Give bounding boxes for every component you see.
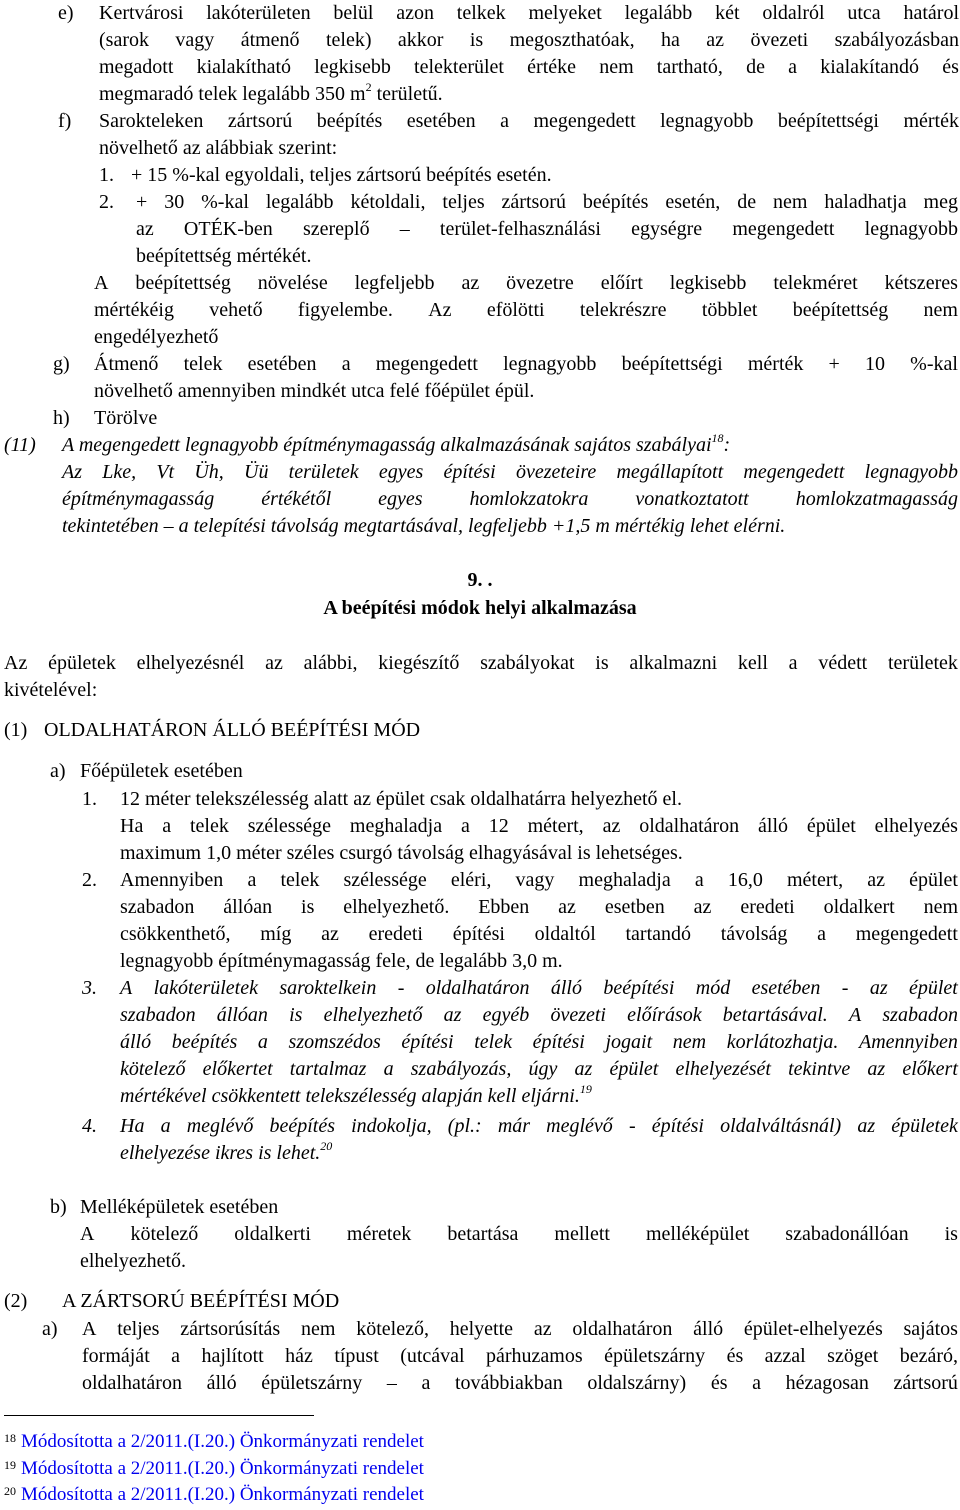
item-e-line-2: (sarok vagy átmenő telek) akkor is megoszthatóak, ha az övezeti szabályozásban — [99, 29, 959, 51]
item-g-line-1: Átmenő telek esetében a megengedett legnagyobb beépítettségi mérték + 10 %-kal — [94, 353, 958, 375]
subsection-2-title: A ZÁRTSORÚ BEÉPÍTÉSI MÓD — [62, 1290, 340, 1312]
item-f-line-1: Sarokteleken zártsorú beépítés esetében a megengedett legnagyobb beépítettségi mérték — [99, 110, 959, 132]
paragraph-11-heading: A megengedett legnagyobb építménymagasság alkalmazásának sajátos szabályai$^{18}$: — [62, 431, 731, 456]
s1-item-2-line-3: csökkenthető, míg az eredeti építési oldaltól tartandó távolság a megengedett — [120, 923, 958, 945]
item-e-line-4: megmaradó telek legalább 350 $m^2$ területű. — [99, 80, 443, 105]
subsection-2-a-line-1: A teljes zártsorúsítás nem kötelező, helyette az oldalhatáron álló épület-elhelyezés sajátos — [82, 1318, 958, 1340]
s1-item-3-line-1: A lakóterületek saroktelkein - oldalhatáron álló beépítési mód esetében - az épület — [120, 977, 958, 999]
subsection-2-a-line-2: formáját a hajlított ház típust (utcával párhuzamos épületszárny és azzal szöget bezáró, — [82, 1345, 958, 1367]
s1-item-1-cont-line-1: Ha a telek szélessége meghaladja a 12 métert, az oldalhatáron álló épület elhelyezés — [120, 815, 958, 837]
item-e-line-1: Kertvárosi lakóterületen belül azon telkek melyeket legalább két oldalról utca határol — [99, 2, 959, 24]
item-f-line-2: növelhető az alábbiak szerint: — [99, 137, 338, 159]
paragraph-11-line-1: Az Lke, Vt Üh, Üü területek egyes építési övezeteire megállapított megengedett legnagyobb — [62, 461, 958, 483]
subsection-1-b-title: Melléképületek esetében — [80, 1196, 279, 1218]
subsection-1-b-line-1: A kötelező oldalkerti méretek betartása mellett melléképület szabadonállóan is — [80, 1223, 958, 1245]
s1-item-2-line-1: Amennyiben a telek szélessége eléri, vagy meghaladja a 16,0 métert, az épület — [120, 869, 958, 891]
subsection-1-b-line-2: elhelyezhető. — [80, 1250, 187, 1272]
subsection-1-b-label: b) — [50, 1196, 67, 1218]
item-f-2-line-3: beépítettség mértékét. — [136, 245, 312, 267]
item-label-h: h) — [53, 407, 70, 429]
s1-item-2-number: 2. — [82, 869, 97, 891]
item-f-2-line-1: + 30 %-kal legalább kétoldali, teljes zártsorú beépítés esetén, de nem haladhatja meg — [136, 191, 958, 213]
s1-item-4-line-2: elhelyezése ikres is lehet.$^{20}$ — [120, 1139, 333, 1164]
subsection-1-label: (1) — [4, 719, 28, 741]
item-h-text: Törölve — [94, 407, 158, 429]
subsection-2-a-label: a) — [42, 1318, 58, 1340]
paragraph-11-line-2: építménymagasság értékétől egyes homlokzatokra vonatkoztatott homlokzatmagasság — [62, 488, 958, 510]
item-f-1-text: + 15 %-kal egyoldali, teljes zártsorú beépítés esetén. — [131, 164, 552, 186]
footnote-18[interactable]: $^{18}$ Módosította a 2/2011.(I.20.) Önkormányzati rendelet — [4, 1431, 424, 1452]
footnote-20[interactable]: $^{20}$ Módosította a 2/2011.(I.20.) Önkormányzati rendelet — [4, 1484, 424, 1505]
s1-item-1-number: 1. — [82, 788, 97, 810]
s1-item-4-line-1: Ha a meglévő beépítés indokolja, (pl.: már meglévő - építési oldalváltásnál) az épületek — [120, 1115, 958, 1137]
s1-item-4-number: 4. — [82, 1115, 97, 1137]
item-label-f: f) — [58, 110, 72, 132]
s1-item-1-cont-line-2: maximum 1,0 méter széles csurgó távolság elhagyásával is lehetséges. — [120, 842, 683, 864]
item-label-g: g) — [53, 353, 70, 375]
s1-item-3-number: 3. — [82, 977, 97, 999]
s1-item-3-line-2: szabadon állóan is elhelyezhető az egyéb övezeti előírások betartásával. A szabadon — [120, 1004, 958, 1026]
item-f-note-line-1: A beépítettség növelése legfeljebb az övezetre előírt legkisebb telekméret kétszeres — [94, 272, 958, 294]
s1-item-3-line-3: álló beépítés a szomszédos építési telek építési jogait nem korlátozhatja. Amennyiben — [120, 1031, 958, 1053]
item-f-1-number: 1. — [99, 164, 114, 186]
item-e-line-3: megadott kialakítható legkisebb telekterület értéke nem tartható, de a kialakítandó és — [99, 56, 959, 78]
s1-item-2-line-4: legnagyobb építménymagasság fele, de legalább 3,0 m. — [120, 950, 563, 972]
section-title: A beépítési módok helyi alkalmazása — [323, 597, 637, 619]
section-intro-line-2: kivételével: — [4, 679, 98, 701]
subsection-2-label: (2) — [4, 1290, 28, 1312]
item-label-e: e) — [58, 2, 74, 24]
footnote-19[interactable]: $^{19}$ Módosította a 2/2011.(I.20.) Önkormányzati rendelet — [4, 1458, 424, 1479]
s1-item-2-line-2: szabadon állóan is elhelyezhető. Ebben az esetben az eredeti oldalkert nem — [120, 896, 958, 918]
s1-item-3-line-5: mértékével csökkentett telekszélesség alapján kell eljárni.$^{19}$ — [120, 1082, 592, 1107]
s1-item-1-text: 12 méter telekszélesség alatt az épület csak oldalhatárra helyezhető el. — [120, 788, 682, 810]
subsection-1-a-label: a) — [50, 760, 66, 782]
section-number: 9. . — [467, 569, 493, 591]
section-intro-line-1: Az épületek elhelyezésnél az alábbi, kiegészítő szabályokat is alkalmazni kell a védett területek — [4, 652, 958, 674]
item-g-line-2: növelhető amennyiben mindkét utca felé főépület épül. — [94, 380, 535, 402]
item-f-note-line-2: mértékéig vehető figyelembe. Az efölötti telekrészre többlet beépítettség nem — [94, 299, 958, 321]
subsection-1-a-title: Főépületek esetében — [80, 760, 243, 782]
subsection-2-a-line-3: oldalhatáron álló épületszárny – a továbbiakban oldalszárny) és a hézagosan zártsorú — [82, 1372, 958, 1394]
subsection-1-title: OLDALHATÁRON ÁLLÓ BEÉPÍTÉSI MÓD — [44, 719, 421, 741]
paragraph-11-line-3: tekintetében – a telepítési távolság megtartásával, legfeljebb +1,5 m mértékig lehet elérni. — [62, 515, 786, 537]
s1-item-3-line-4: kötelező előkertet tartalmaz a szabályozás, úgy az épület elhelyezését tekintve az előkert — [120, 1058, 958, 1080]
item-f-2-number: 2. — [99, 191, 114, 213]
paragraph-11-label: (11) — [4, 434, 36, 456]
footnote-separator — [4, 1415, 314, 1416]
item-f-2-line-2: az OTÉK-ben szereplő – terület-felhasználási egységre megengedett legnagyobb — [136, 218, 958, 240]
item-f-note-line-3: engedélyezhető — [94, 326, 219, 348]
